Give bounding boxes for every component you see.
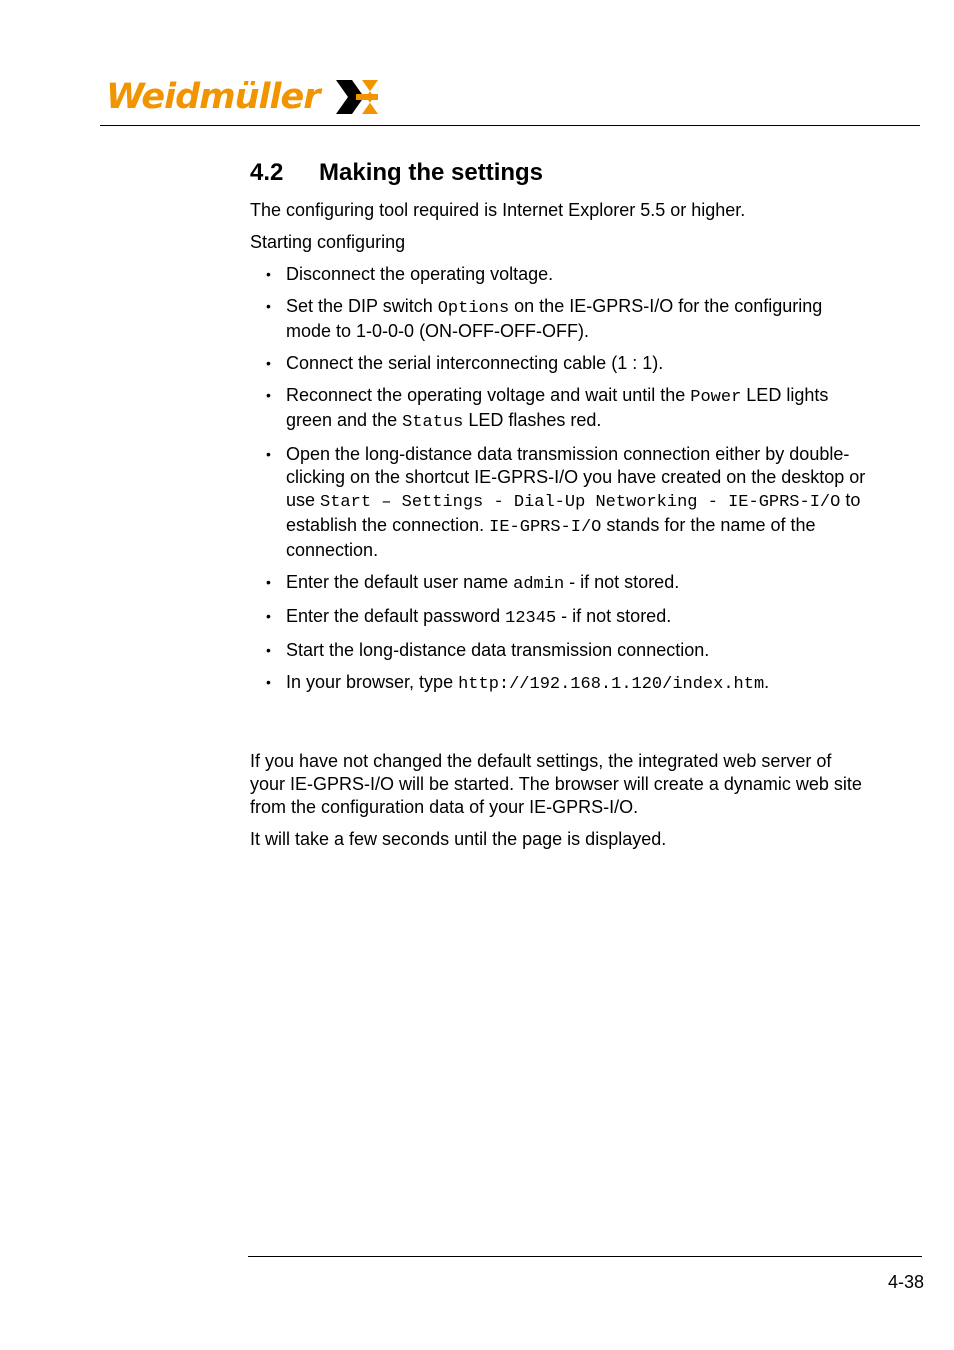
sub-heading: Starting configuring [250, 232, 406, 252]
bullet-icon: • [266, 387, 271, 403]
list-item: • Open the long-distance data transmission connection either by double-clicking on the shortcut IE-GPRS-I/O you have created on the desktop or use Start – Settings - Dial-Up Networking - IE-GPRS-I/O to establish the connection. IE-GPRS-I/O stands for the name of the connection. [266, 444, 866, 560]
list-item: • Enter the default user name admin - if not stored. [266, 572, 680, 594]
list-item [250, 639, 870, 662]
step-text: Start the long-distance data transmission connection. [286, 640, 710, 660]
section-title: Making the settings [319, 159, 544, 186]
bullet-icon: • [266, 446, 271, 462]
step-text: Disconnect the operating voltage. [286, 264, 554, 284]
footer-rule [248, 1256, 922, 1257]
power-led-code: Power [690, 388, 742, 407]
status-led-code: Status [402, 413, 464, 432]
section-number: 4.2 [250, 159, 284, 186]
bullet-icon: • [266, 574, 271, 590]
body-paragraph: It will take a few seconds until the page is displayed. [250, 829, 667, 849]
bullet-icon: • [266, 674, 271, 690]
spacer [250, 705, 870, 750]
bullet-icon: • [266, 355, 271, 371]
body-paragraph: If you have not changed the default settings, the integrated web server of your IE-GPRS-I/O will be started. The browser will create a dynamic web site from the configuration data of your IE-GPRS-I/O. [250, 751, 862, 817]
step-text: Connect the serial interconnecting cable (1 : 1). [286, 353, 664, 373]
section-heading [250, 157, 870, 189]
connection-name-code: IE-GPRS-I/O [489, 518, 602, 537]
list-item [250, 352, 870, 375]
brand-mark-icon [334, 75, 380, 119]
dip-switch-code: Options [437, 299, 510, 318]
bullet-icon: • [266, 298, 271, 314]
steps-list [250, 263, 870, 696]
list-item: • In your browser, type http://192.168.1.120/index.htm. [266, 672, 770, 694]
url-code: http://192.168.1.120/index.htm [458, 675, 765, 694]
username-code: admin [513, 575, 565, 594]
brand-name: Weidmüller [106, 77, 320, 117]
list-item: • Reconnect the operating voltage and wait until the Power LED lights green and the Status LED flashes red. [266, 385, 829, 432]
brand-logo [106, 74, 380, 120]
page-number: 4-38 [887, 1272, 924, 1292]
intro-text: The configuring tool required is Internet Explorer 5.5 or higher. [250, 200, 746, 220]
menu-path-code: Start – Settings - Dial-Up Networking - IE-GPRS-I/O [320, 493, 841, 512]
list-item: • Set the DIP switch Options on the IE-GPRS-I/O for the configuring mode to 1-0-0-0 (ON-OFF-OFF-OFF). [266, 296, 823, 341]
page-content [250, 157, 870, 860]
bullet-icon: • [266, 266, 271, 282]
list-item [250, 263, 870, 286]
bullet-icon: • [266, 608, 271, 624]
bullet-icon: • [266, 642, 271, 658]
password-code: 12345 [505, 609, 557, 628]
list-item: • Enter the default password 12345 - if not stored. [266, 606, 672, 628]
header-rule [100, 125, 920, 126]
